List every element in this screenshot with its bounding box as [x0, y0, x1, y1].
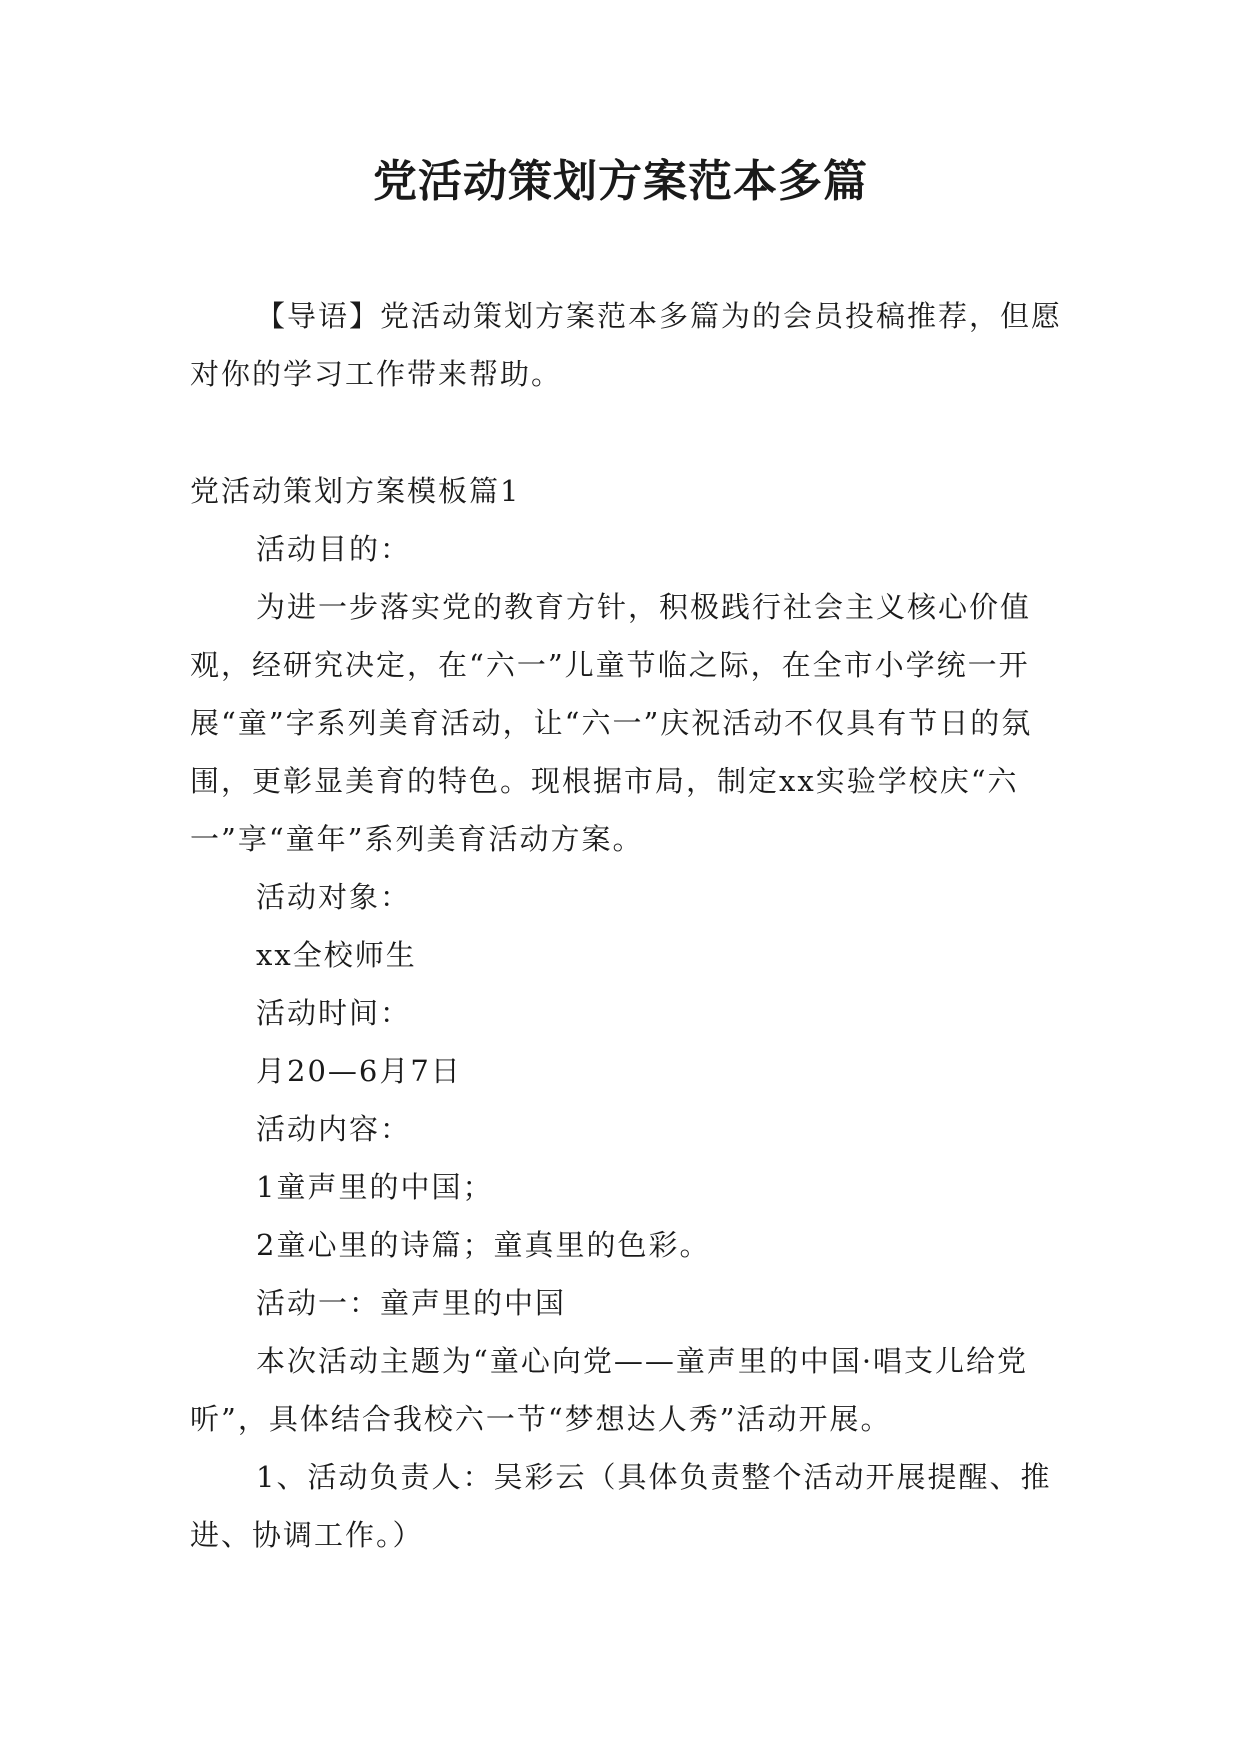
paragraph-activity-one-lead: 1、活动负责人：吴彩云（具体负责整个活动开展提醒、推进、协调工作。）: [190, 1460, 1052, 1552]
paragraph-purpose-label: 活动目的：: [256, 532, 412, 566]
paragraph-time-label: 活动时间：: [256, 996, 412, 1030]
paragraph-content-label: 活动内容：: [256, 1112, 412, 1146]
paragraph-activity-one-heading: 活动一：童声里的中国: [256, 1286, 567, 1320]
section-heading: 党活动策划方案模板篇1: [190, 474, 521, 508]
intro-block: [190, 287, 1070, 403]
paragraph-target-text: xx全校师生: [256, 938, 417, 972]
intro-paragraph: 【导语】党活动策划方案范本多篇为的会员投稿推荐，但愿对你的学习工作带来帮助。: [190, 299, 1063, 391]
paragraph-time-text: 月20—6月7日: [256, 1054, 462, 1088]
paragraph-activity-one-theme: 本次活动主题为“童心向党——童声里的中国·唱支儿给党听”，具体结合我校六一节“梦想达人秀”活动开展。: [190, 1344, 1029, 1436]
document-title: 党活动策划方案范本多篇: [373, 156, 868, 207]
paragraph-content-item-2: 2童心里的诗篇；童真里的色彩。: [256, 1228, 711, 1262]
section-block: [190, 462, 1070, 1564]
paragraph-content-item-1: 1童声里的中国；: [256, 1170, 494, 1204]
paragraph-target-label: 活动对象：: [256, 880, 412, 914]
paragraph-purpose-text: 为进一步落实党的教育方针，积极践行社会主义核心价值观，经研究决定，在“六一”儿童节临之际，在全市小学统一开展“童”字系列美育活动，让“六一”庆祝活动不仅具有节日的氛围，更彰显美育的特色。现根据市局，制定xx实验学校庆“六一”享“童年”系列美育活动方案。: [190, 590, 1033, 856]
